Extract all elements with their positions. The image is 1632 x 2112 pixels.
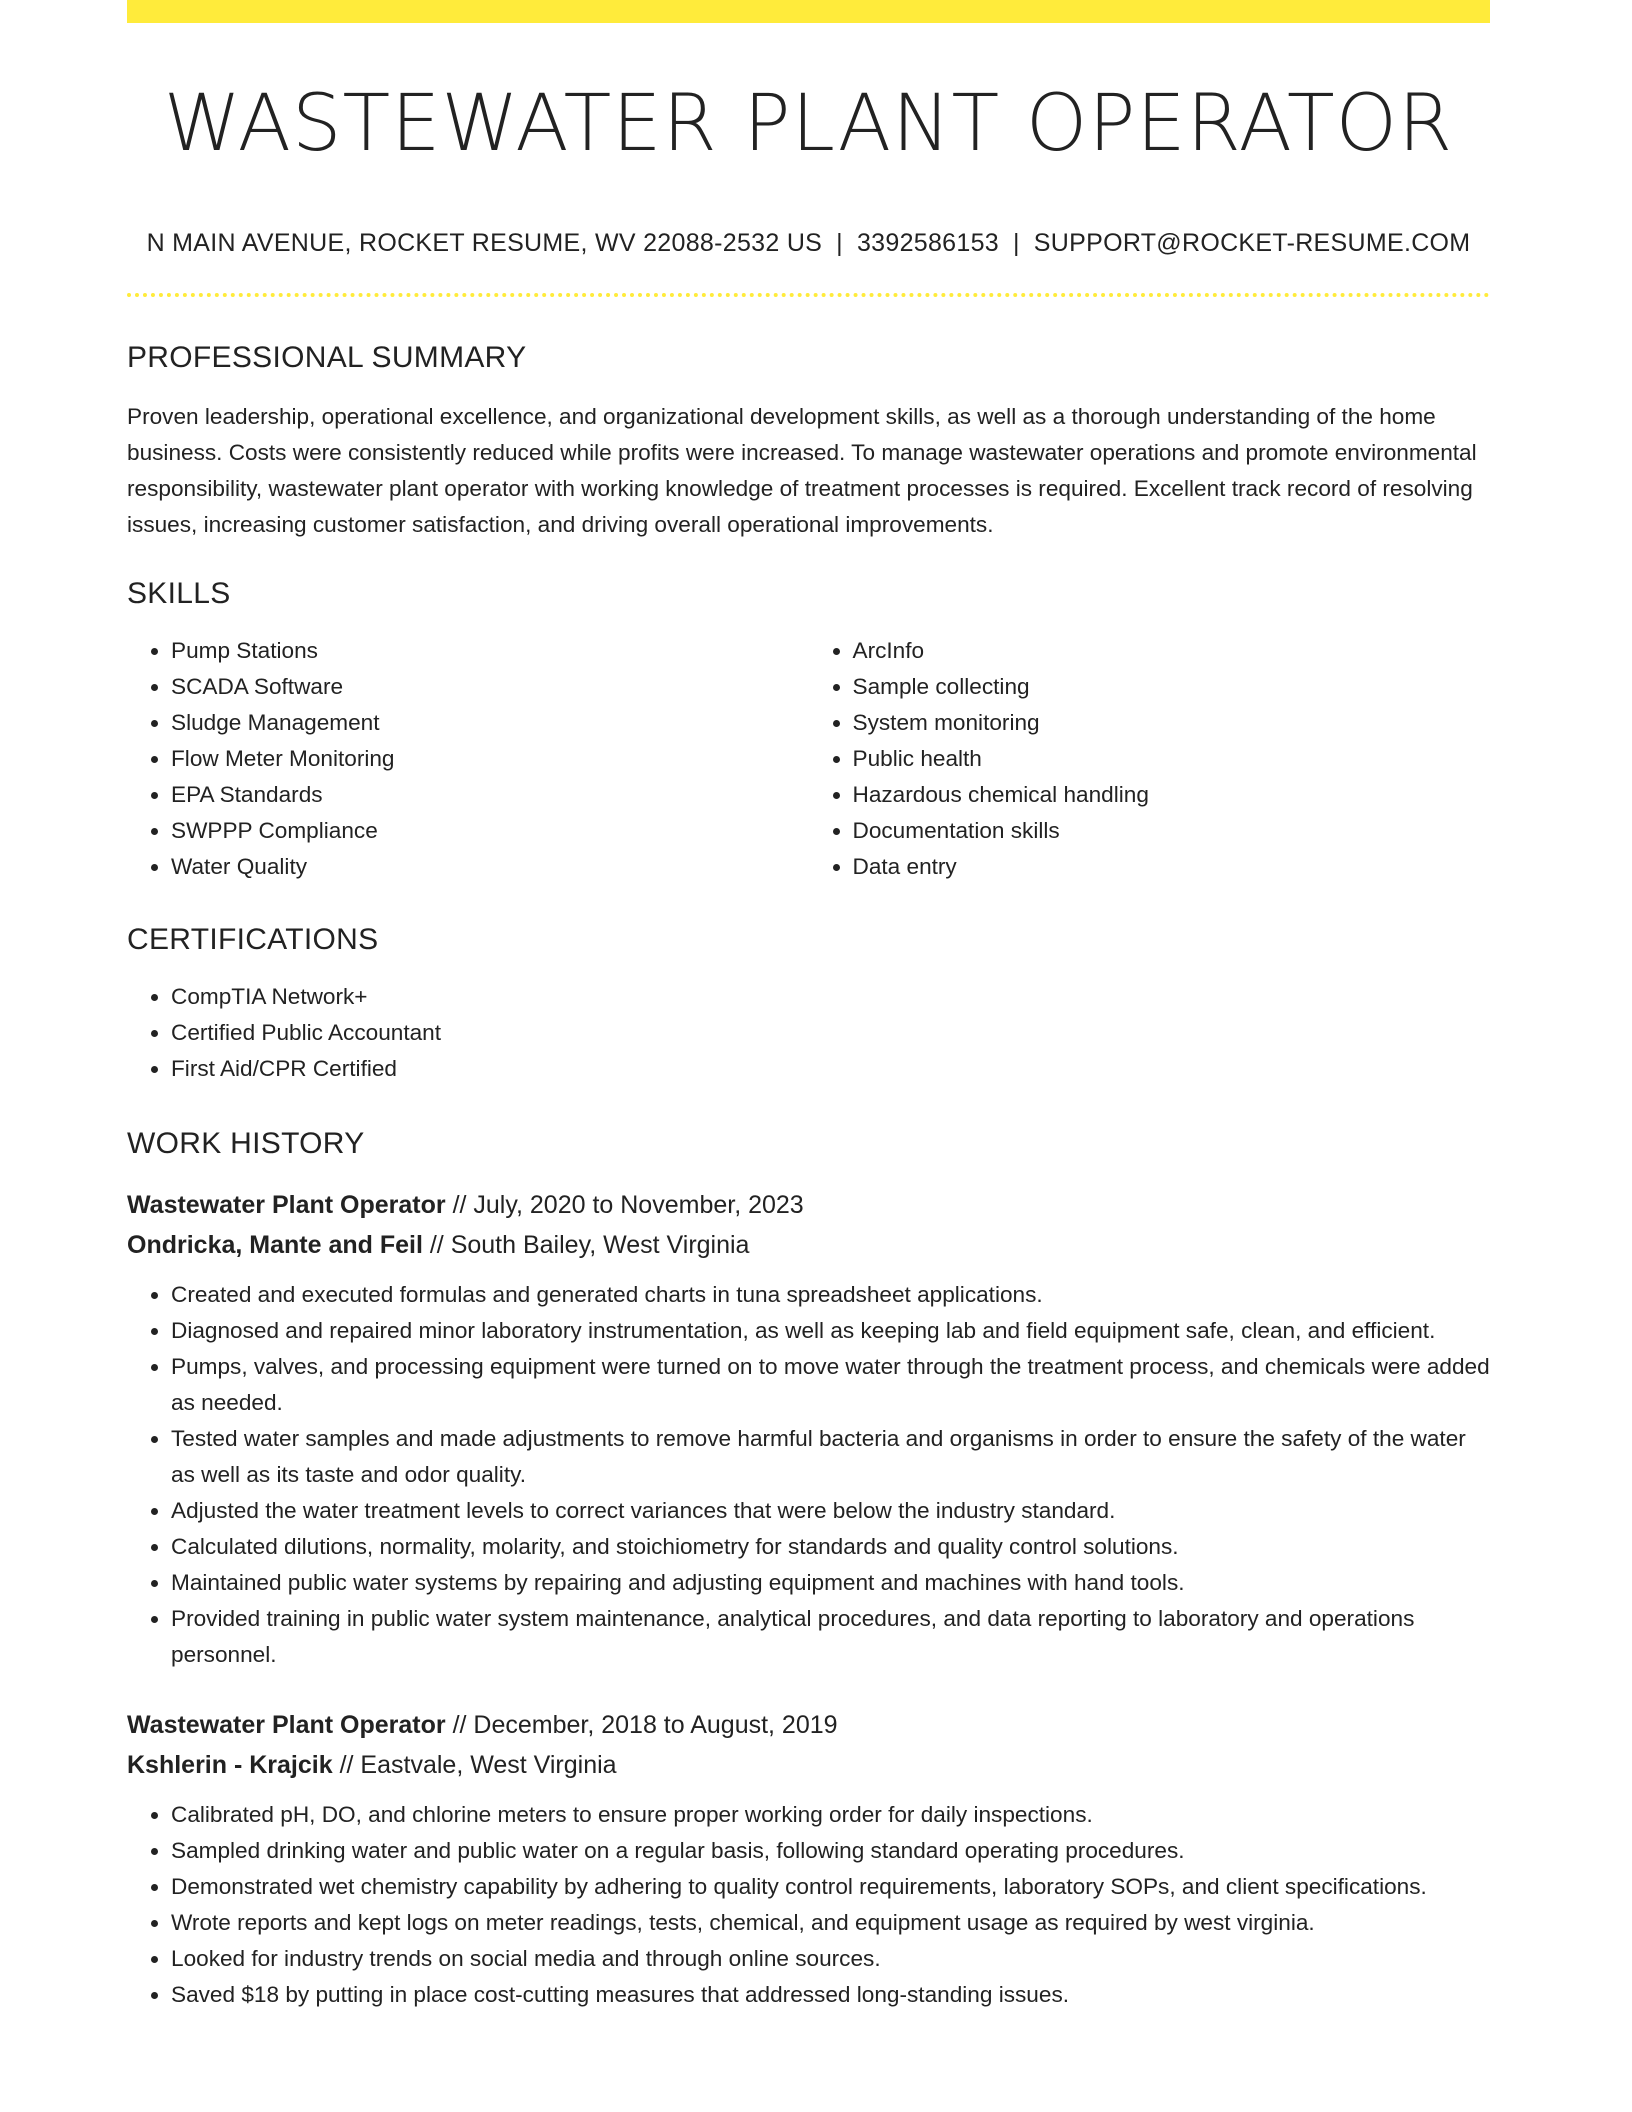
- certification-item: • CompTIA Network+: [171, 979, 1490, 1015]
- contact-separator: |: [836, 229, 843, 257]
- skill-item: • System monitoring: [853, 705, 1491, 741]
- job-bullet: • Provided training in public water system maintenance, analytical procedures, and data reporting to laboratory and operations personnel.: [171, 1601, 1490, 1673]
- job-company-line: [127, 1225, 1490, 1265]
- job-location: // Eastvale, West Virginia: [339, 1751, 617, 1779]
- contact-line: [127, 231, 1490, 256]
- certifications-list: [127, 979, 1490, 1087]
- skill-item: • EPA Standards: [171, 777, 809, 813]
- certification-item: • Certified Public Accountant: [171, 1015, 1490, 1051]
- contact-address: N MAIN AVENUE, ROCKET RESUME, WV 22088-2532 US: [146, 229, 823, 257]
- skill-item: • Documentation skills: [853, 813, 1491, 849]
- job-bullet: • Looked for industry trends on social media and through online sources.: [171, 1941, 1490, 1977]
- job-role: Wastewater Plant Operator: [127, 1191, 446, 1219]
- skill-item: • SWPPP Compliance: [171, 813, 809, 849]
- resume-title: WASTEWATER PLANT OPERATOR: [163, 79, 1454, 169]
- job-bullet: • Calculated dilutions, normality, molarity, and stoichiometry for standards and quality control solutions.: [171, 1529, 1490, 1565]
- job-company-line: [127, 1745, 1490, 1785]
- job-bullet: • Saved $18 by putting in place cost-cutting measures that addressed long-standing issues.: [171, 1977, 1490, 2013]
- skills-list-right: [809, 633, 1491, 885]
- skill-item: • Hazardous chemical handling: [853, 777, 1491, 813]
- skills-heading: SKILLS: [127, 577, 231, 610]
- skills-columns: [127, 633, 1490, 885]
- certification-item: • First Aid/CPR Certified: [171, 1051, 1490, 1087]
- skill-item: • Water Quality: [171, 849, 809, 885]
- contact-phone: 3392586153: [856, 229, 999, 257]
- summary-heading: PROFESSIONAL SUMMARY: [127, 341, 527, 374]
- skill-item: • SCADA Software: [171, 669, 809, 705]
- job-entry: [127, 1705, 1490, 2013]
- top-accent-bar: [127, 0, 1490, 23]
- job-bullets: [127, 1277, 1490, 1673]
- job-company: Ondricka, Mante and Feil: [127, 1231, 423, 1259]
- job-bullets: [127, 1797, 1490, 2013]
- certifications-block: [127, 979, 1490, 1087]
- contact-email: SUPPORT@ROCKET-RESUME.COM: [1033, 229, 1471, 257]
- skill-item: • ArcInfo: [853, 633, 1491, 669]
- job-company: Kshlerin - Krajcik: [127, 1751, 333, 1779]
- job-bullet: • Sampled drinking water and public water on a regular basis, following standard operating procedures.: [171, 1833, 1490, 1869]
- skills-list-left: [127, 633, 809, 885]
- job-role: Wastewater Plant Operator: [127, 1711, 446, 1739]
- work-history-list: [127, 1185, 1490, 2013]
- skill-item: • Public health: [853, 741, 1491, 777]
- contact-separator: |: [1013, 229, 1020, 257]
- job-bullet: • Pumps, valves, and processing equipment were turned on to move water through the treatment process, and chemicals were added as needed.: [171, 1349, 1490, 1421]
- summary-text: Proven leadership, operational excellence, and organizational development skills, as well as a thorough understanding of the home business. Costs were consistently reduced while profits were increased. To manage wastewater operations and promote environmental responsibility, wastewater plant operator with working knowledge of treatment processes is required. Excellent track record of resolving issues, increasing customer satisfaction, and driving overall operational improvements.: [127, 404, 1477, 537]
- job-bullet: • Maintained public water systems by repairing and adjusting equipment and machines with hand tools.: [171, 1565, 1490, 1601]
- resume-page: [127, 0, 1490, 2013]
- skill-item: • Flow Meter Monitoring: [171, 741, 809, 777]
- skill-item: • Data entry: [853, 849, 1491, 885]
- job-bullet: • Demonstrated wet chemistry capability by adhering to quality control requirements, laboratory SOPs, and client specifications.: [171, 1869, 1490, 1905]
- certifications-heading: CERTIFICATIONS: [127, 923, 379, 956]
- job-bullet: • Tested water samples and made adjustments to remove harmful bacteria and organisms in order to ensure the safety of the water as well as its taste and odor quality.: [171, 1421, 1490, 1493]
- header-divider: [127, 293, 1490, 297]
- job-bullet: • Created and executed formulas and generated charts in tuna spreadsheet applications.: [171, 1277, 1490, 1313]
- job-role-line: [127, 1705, 1490, 1745]
- skill-item: • Sample collecting: [853, 669, 1491, 705]
- skill-item: • Sludge Management: [171, 705, 809, 741]
- job-bullet: • Calibrated pH, DO, and chlorine meters to ensure proper working order for daily inspections.: [171, 1797, 1490, 1833]
- job-bullet: • Wrote reports and kept logs on meter readings, tests, chemical, and equipment usage as required by west virginia.: [171, 1905, 1490, 1941]
- work-history-heading: WORK HISTORY: [127, 1127, 365, 1160]
- job-dates: // July, 2020 to November, 2023: [452, 1191, 804, 1219]
- job-role-line: [127, 1185, 1490, 1225]
- job-bullet: • Adjusted the water treatment levels to correct variances that were below the industry standard.: [171, 1493, 1490, 1529]
- job-entry: [127, 1185, 1490, 1673]
- job-dates: // December, 2018 to August, 2019: [452, 1711, 838, 1739]
- skill-item: • Pump Stations: [171, 633, 809, 669]
- job-location: // South Bailey, West Virginia: [429, 1231, 750, 1259]
- job-bullet: • Diagnosed and repaired minor laboratory instrumentation, as well as keeping lab and field equipment safe, clean, and efficient.: [171, 1313, 1490, 1349]
